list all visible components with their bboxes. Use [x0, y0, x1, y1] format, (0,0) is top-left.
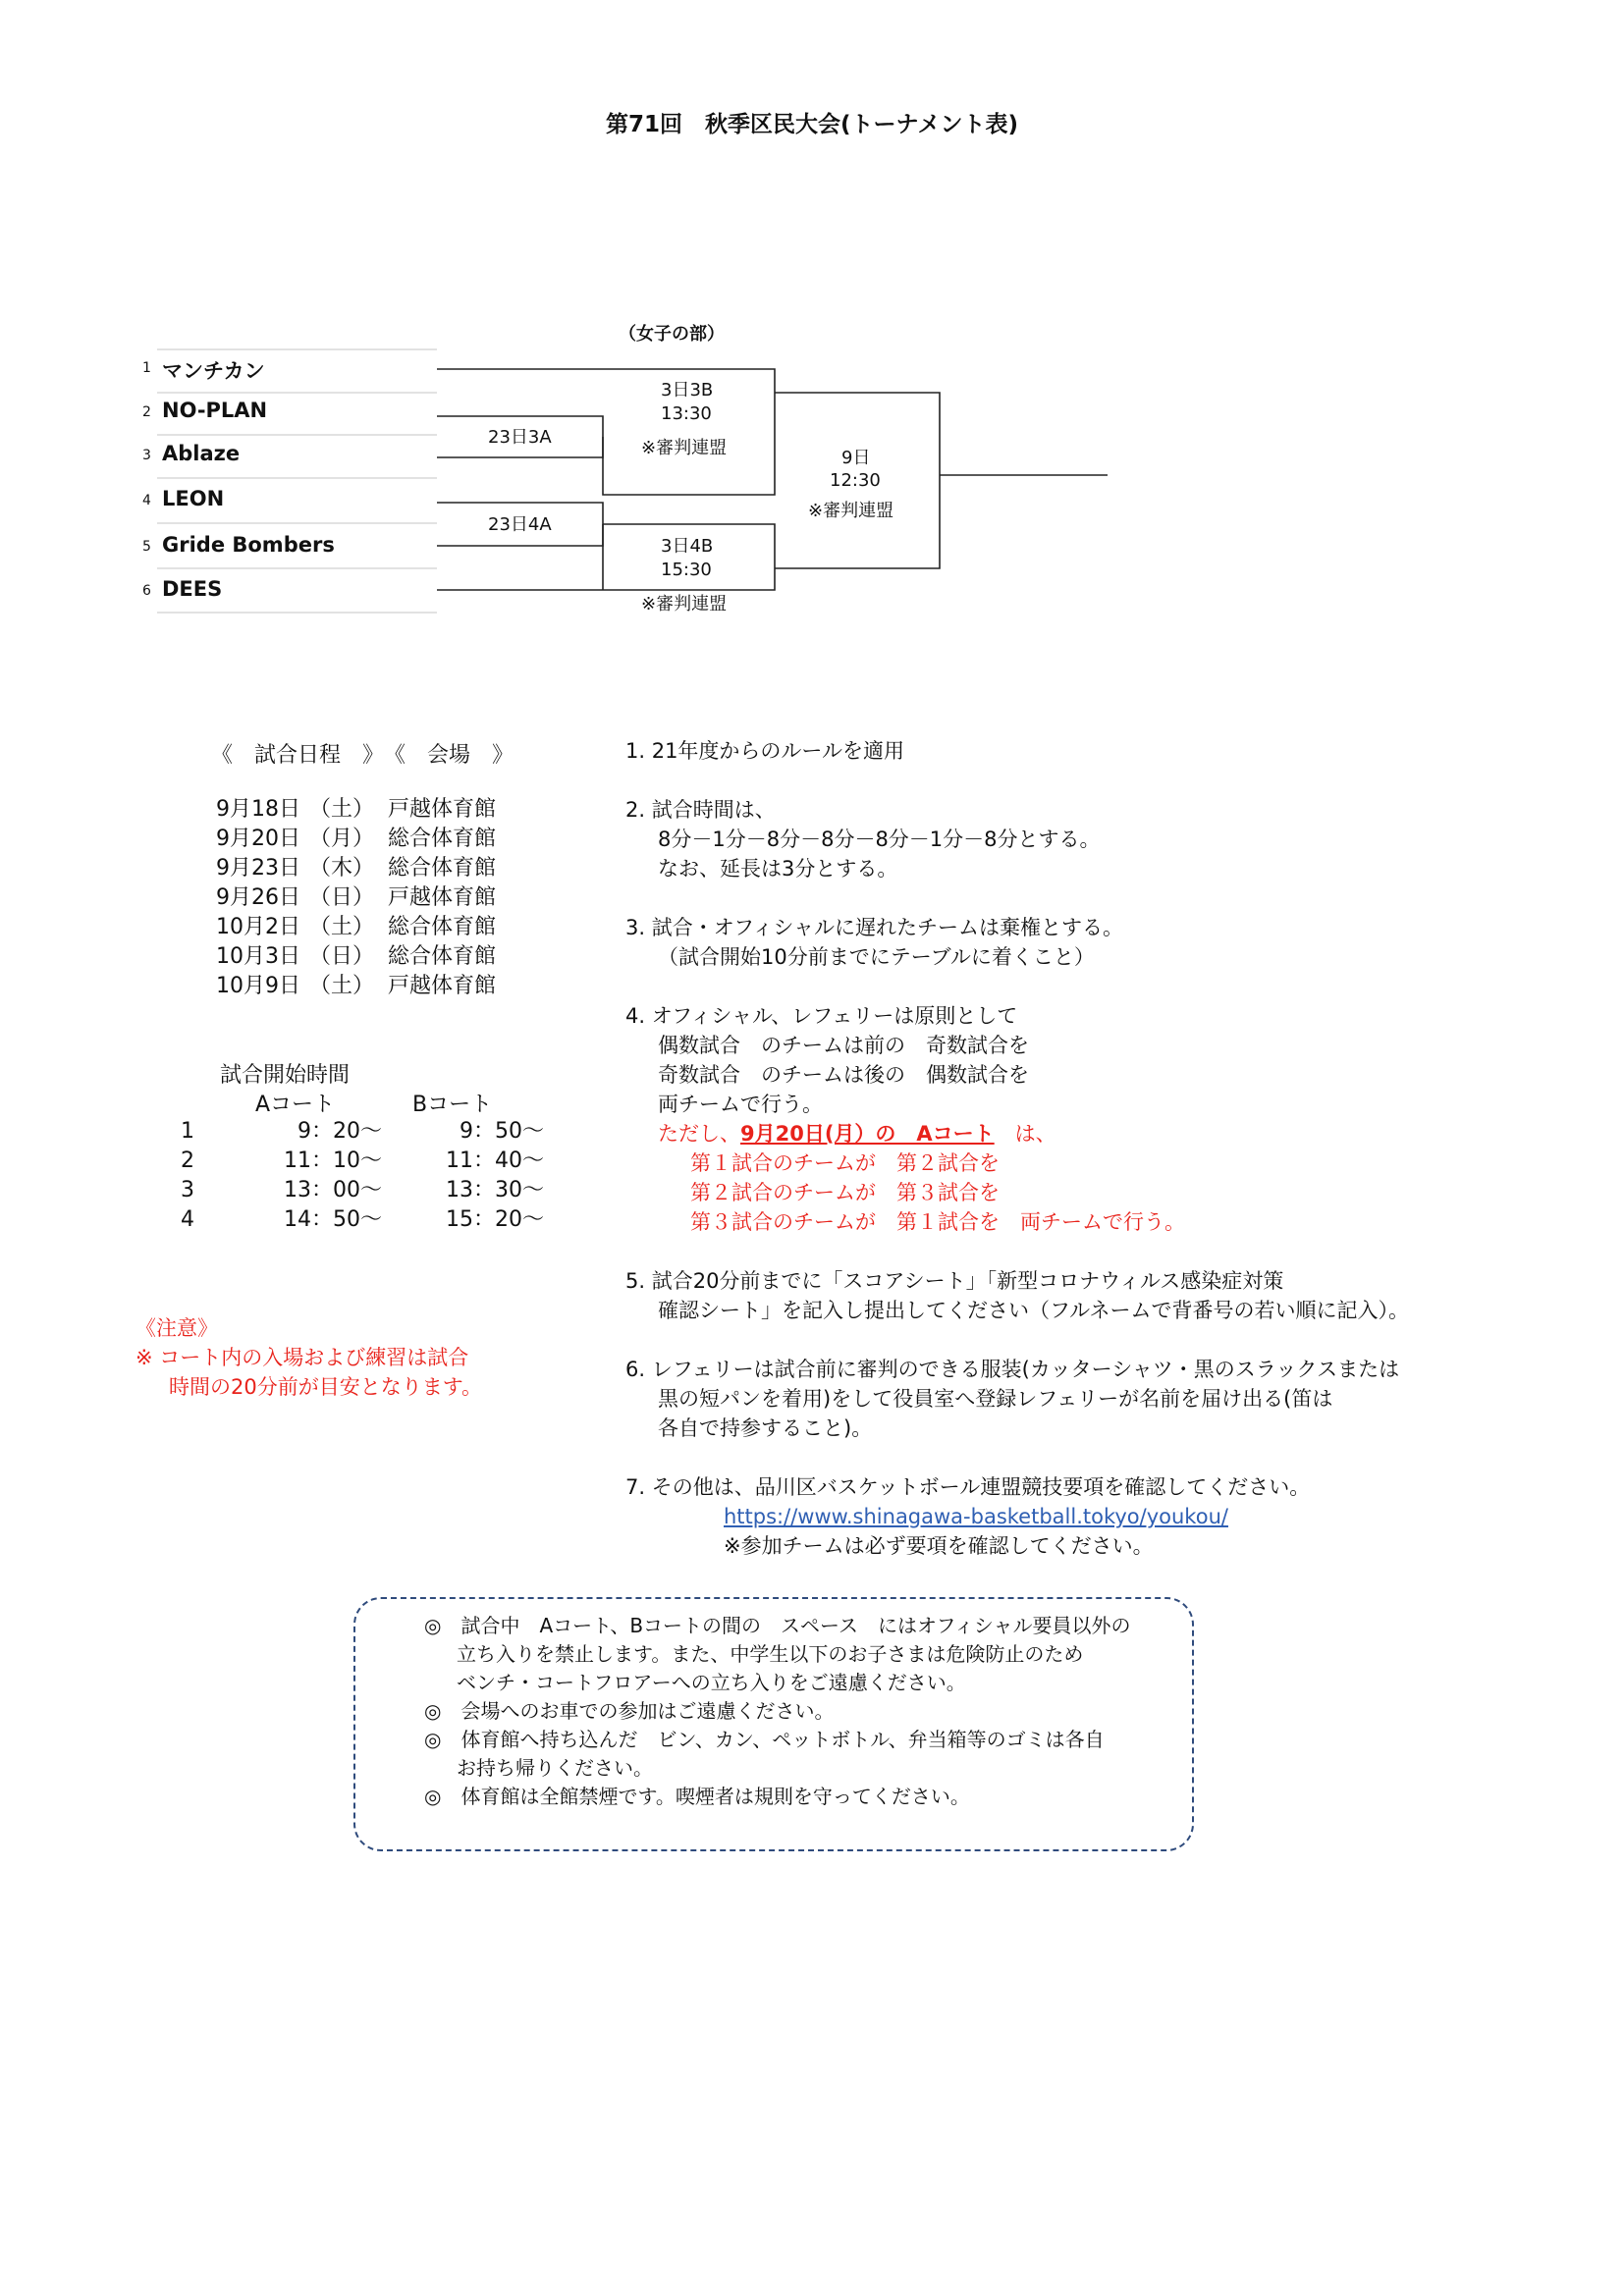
rule-line: 1. 21年度からのルールを適用 — [625, 739, 905, 763]
rule-line: 偶数試合 のチームは前の 奇数試合を — [658, 1034, 1029, 1057]
rule-line: 5. 試合20分前までに「スコアシート」「新型コロナウィルス感染症対策 — [625, 1269, 1284, 1293]
rule-line: 両チームで行う。 — [658, 1093, 823, 1116]
game-number: 4 — [181, 1207, 194, 1232]
schedule-date: 10月3日 — [216, 944, 300, 969]
schedule-row — [216, 825, 496, 854]
semifinal-note: ※審判連盟 — [641, 438, 728, 458]
caution-title: 《注意》 — [135, 1316, 218, 1340]
notice-item: ◎ 体育館へ持ち込んだ ビン、カン、ペットボトル、弁当箱等のゴミは各自 — [424, 1728, 1105, 1751]
highlighted-date: 9月20日(月）の Aコート — [740, 1122, 995, 1146]
rule-1 — [625, 736, 1409, 766]
start-time-row — [181, 1147, 544, 1176]
start-time-row — [181, 1205, 544, 1235]
notice-item: ◎ 会場へのお車での参加はご遠慮ください。 — [424, 1699, 835, 1723]
schedule-venue: 総合体育館 — [388, 915, 497, 939]
team-name: マンチカン — [162, 359, 265, 383]
court-b-time: 11：40～ — [446, 1148, 544, 1173]
rule-line: 4. オフィシャル、レフェリーは原則として — [625, 1004, 1018, 1028]
schedule-dow: （土） — [309, 797, 375, 822]
court-b-time: 13：30～ — [446, 1178, 544, 1202]
court-a-header: Aコート — [255, 1093, 336, 1117]
notice-item: ◎ 体育館は全館禁煙です。喫煙者は規則を守ってください。 — [424, 1785, 970, 1808]
notice-item: ベンチ・コートフロアーへの立ち入りをご遠慮ください。 — [457, 1671, 966, 1694]
start-time-row — [181, 1117, 544, 1147]
schedule-table — [216, 795, 496, 1001]
rule-6 — [625, 1355, 1409, 1443]
team-name: Gride Bombers — [162, 533, 335, 557]
start-times-table — [181, 1117, 544, 1235]
schedule-dow: （月） — [309, 827, 375, 851]
rule-line: 黒の短パンを着用)をして役員室へ登録レフェリーが名前を届け出る(笛は — [658, 1387, 1333, 1411]
team-number: 3 — [142, 448, 151, 463]
court-a-time: 11：10～ — [284, 1148, 382, 1173]
notice-box — [353, 1597, 1194, 1851]
schedule-date: 9月20日 — [216, 827, 300, 851]
schedule-date: 9月18日 — [216, 797, 300, 822]
caution-line: 時間の20分前が目安となります。 — [169, 1375, 483, 1399]
semifinal-date: 3日3B — [661, 380, 714, 400]
semifinal-date: 3日4B — [661, 536, 714, 557]
game-number: 2 — [181, 1148, 194, 1173]
court-b-header: Bコート — [412, 1093, 493, 1117]
schedule-header: 《 試合日程 》 《 会場 》 — [211, 743, 514, 768]
final-time: 12:30 — [830, 470, 881, 491]
rule-line: 第３試合のチームが 第１試合を 両チームで行う。 — [690, 1210, 1185, 1234]
court-a-time: 9：20～ — [298, 1119, 382, 1144]
rule-3 — [625, 913, 1409, 972]
semifinal-time: 13:30 — [661, 403, 712, 424]
rule-line: 確認シート」を記入し提出してください（フルネームで背番号の若い順に記入）。 — [658, 1299, 1410, 1322]
schedule-venue: 戸越体育館 — [388, 974, 497, 998]
schedule-dow: （土） — [309, 974, 375, 998]
schedule-row — [216, 972, 496, 1001]
tournament-bracket — [0, 0, 1624, 687]
rules-list — [625, 736, 1409, 1590]
team-name: Ablaze — [162, 442, 241, 465]
team-number: 5 — [142, 539, 151, 555]
rule-line: 各自で持参すること)。 — [658, 1416, 873, 1440]
rule-line: 8分－1分－8分－8分－8分－1分－8分とする。 — [658, 828, 1101, 851]
schedule-row — [216, 883, 496, 913]
court-a-time: 14：50～ — [284, 1207, 382, 1232]
schedule-venue: 戸越体育館 — [388, 885, 497, 910]
rules-link[interactable]: https://www.shinagawa-basketball.tokyo/youkou/ — [724, 1505, 1228, 1528]
notice-item: 立ち入りを禁止します。また、中学生以下のお子さまは危険防止のため — [457, 1642, 1084, 1666]
rule-line: 2. 試合時間は、 — [625, 798, 776, 822]
schedule-date: 9月26日 — [216, 885, 300, 910]
rule-text: ただし、 — [658, 1122, 740, 1146]
schedule-row — [216, 942, 496, 972]
start-times-header: 試合開始時間 — [220, 1063, 351, 1088]
rule-line: 3. 試合・オフィシャルに遅れたチームは棄権とする。 — [625, 916, 1123, 939]
rule-line: （試合開始10分前までにテーブルに着くこと） — [658, 945, 1095, 969]
schedule-dow: （木） — [309, 856, 375, 881]
game-number: 3 — [181, 1178, 194, 1202]
rule-5 — [625, 1266, 1409, 1325]
team-number: 4 — [142, 493, 151, 508]
schedule-dow: （土） — [309, 915, 375, 939]
notice-item: ◎ 試合中 Aコート、Bコートの間の スペース にはオフィシャル要員以外の — [424, 1614, 1131, 1637]
match-label: 23日4A — [488, 514, 552, 535]
rule-4 — [625, 1001, 1409, 1237]
final-date: 9日 — [841, 448, 871, 468]
court-a-time: 13：00～ — [284, 1178, 382, 1202]
rule-2 — [625, 795, 1409, 883]
page-title: 第71回 秋季区民大会(トーナメント表) — [605, 112, 1019, 137]
court-b-time: 15：20～ — [446, 1207, 544, 1232]
court-b-time: 9：50～ — [460, 1119, 544, 1144]
start-time-row — [181, 1176, 544, 1205]
rule-line: 6. レフェリーは試合前に審判のできる服装(カッターシャツ・黒のスラックスまたは — [625, 1358, 1400, 1381]
schedule-date: 9月23日 — [216, 856, 300, 881]
final-note: ※審判連盟 — [808, 501, 894, 521]
schedule-venue: 総合体育館 — [388, 944, 497, 969]
schedule-venue: 総合体育館 — [388, 856, 497, 881]
notice-list — [424, 1612, 1130, 1811]
schedule-date: 10月9日 — [216, 974, 300, 998]
rule-exception-line — [625, 1119, 1409, 1148]
semifinal-time: 15:30 — [661, 560, 712, 580]
schedule-venue: 総合体育館 — [388, 827, 497, 851]
schedule-dow: （日） — [309, 885, 375, 910]
schedule-date: 10月2日 — [216, 915, 300, 939]
rule-line: 7. その他は、品川区バスケットボール連盟競技要項を確認してください。 — [625, 1475, 1311, 1499]
team-number: 1 — [142, 360, 151, 376]
schedule-dow: （日） — [309, 944, 375, 969]
schedule-row — [216, 913, 496, 942]
semifinal-note: ※審判連盟 — [641, 594, 728, 614]
section-label: （女子の部） — [619, 324, 725, 345]
rule-line: ※参加チームは必ず要項を確認してください。 — [724, 1534, 1154, 1558]
schedule-row — [216, 795, 496, 825]
schedule-venue: 戸越体育館 — [388, 797, 497, 822]
caution-line: ※ コート内の入場および練習は試合 — [135, 1346, 469, 1369]
rule-7 — [625, 1472, 1409, 1561]
team-name: NO-PLAN — [162, 399, 268, 422]
rule-line: 第１試合のチームが 第２試合を — [690, 1151, 1000, 1175]
team-number: 2 — [142, 404, 151, 420]
match-label: 23日3A — [488, 427, 552, 448]
team-name: DEES — [162, 577, 223, 601]
team-name: LEON — [162, 487, 225, 510]
rule-line: なお、延長は3分とする。 — [658, 857, 898, 881]
team-number: 6 — [142, 583, 151, 599]
rule-line: 第２試合のチームが 第３試合を — [690, 1181, 1000, 1204]
rule-text: は、 — [994, 1122, 1056, 1146]
rule-line: 奇数試合 のチームは後の 偶数試合を — [658, 1063, 1029, 1087]
schedule-row — [216, 854, 496, 883]
notice-item: お持ち帰りください。 — [457, 1756, 653, 1780]
game-number: 1 — [181, 1119, 194, 1144]
